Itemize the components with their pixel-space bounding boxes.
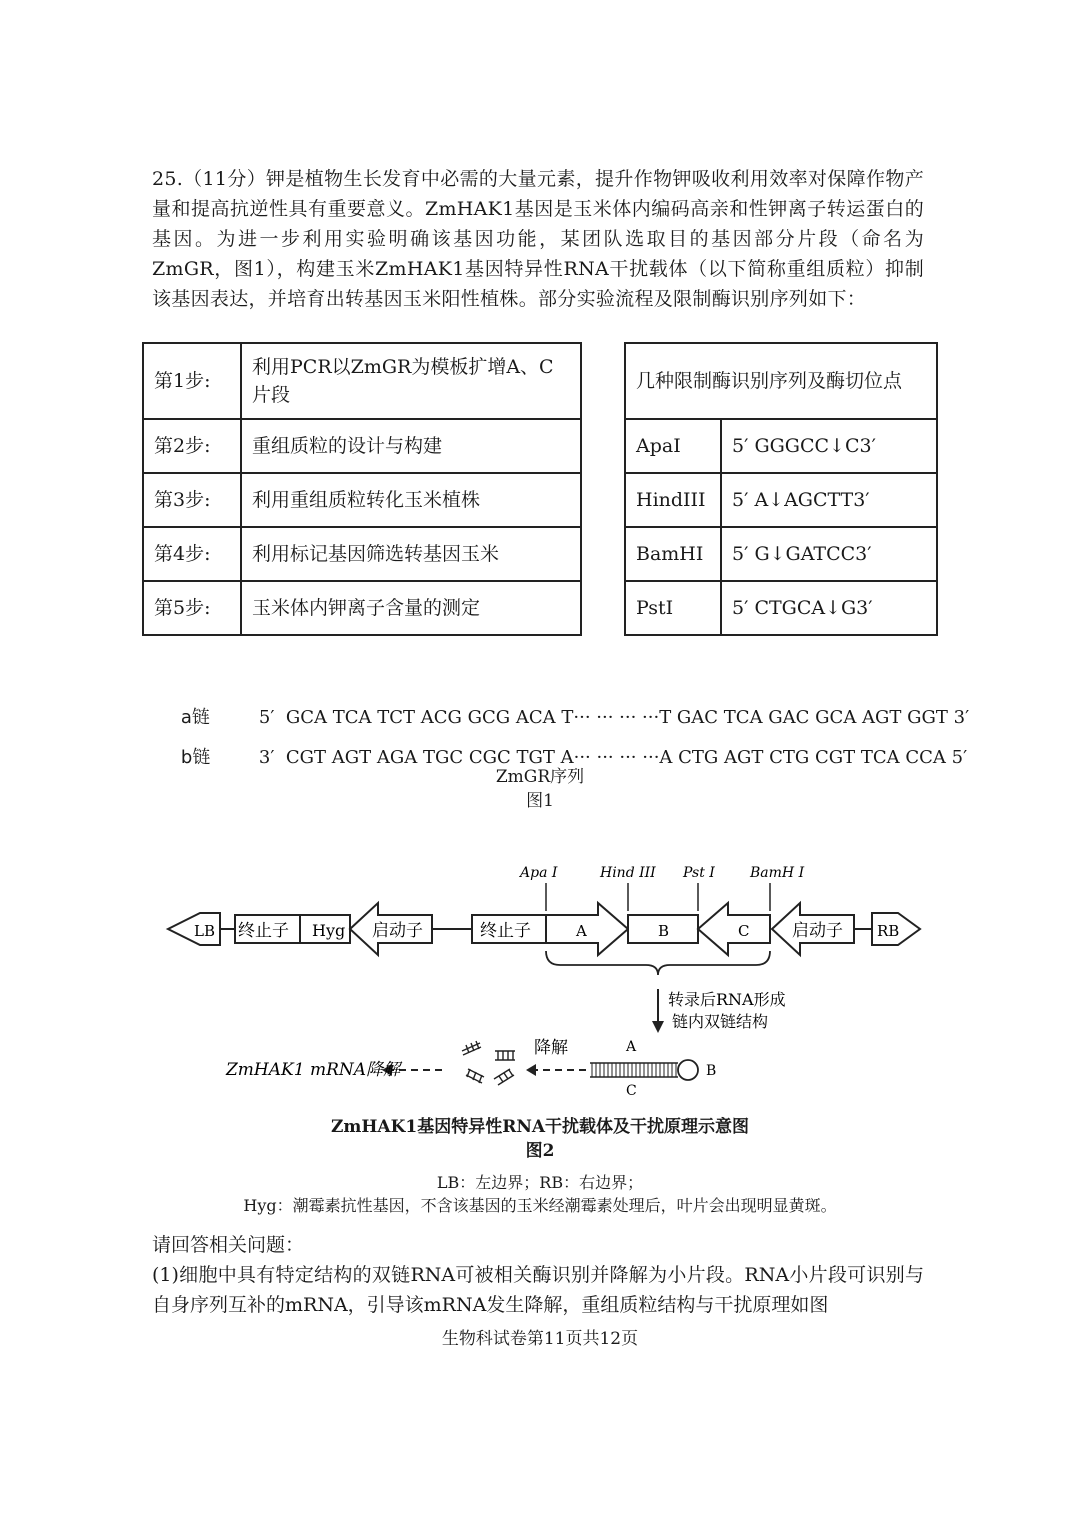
degrade-label: 降解 <box>534 1038 568 1058</box>
enzyme-name: PstI <box>625 581 721 635</box>
notes-line2: Hyg：潮霉素抗性基因，不含该基因的玉米经潮霉素处理后，叶片会出现明显黄斑。 <box>243 1196 837 1215</box>
enzyme-site: 5′ CTGCA↓G3′ <box>721 581 937 635</box>
enzyme-site: 5′ GGGCC↓C3′ <box>721 419 937 473</box>
promoter-left-label: 启动子 <box>372 921 423 941</box>
figure2-caption: ZmHAK1基因特异性RNA干扰载体及干扰原理示意图 <box>330 1117 750 1137</box>
step-text: 利用重组质粒转化玉米植株 <box>241 473 581 527</box>
step-label: 第1步: <box>143 343 241 419</box>
enzyme-label-apai: Apa I <box>520 865 558 881</box>
table-gap <box>581 581 625 635</box>
abc-brace <box>546 951 770 975</box>
figure1-label: 图1 <box>526 791 554 811</box>
steps-enzyme-table <box>142 342 938 636</box>
table-gap <box>581 343 625 419</box>
step-text: 重组质粒的设计与构建 <box>241 419 581 473</box>
fragment-a-label: A <box>576 922 587 940</box>
fragment-c-label: C <box>738 922 750 940</box>
down-arrow-head <box>652 1021 664 1033</box>
enzyme-label-hindiii: Hind III <box>600 865 656 881</box>
table-gap <box>581 419 625 473</box>
hairpin-c-label: C <box>626 1083 637 1099</box>
question-1: (1)细胞中具有特定结构的双链RNA可被相关酶识别并降解为小片段。RNA小片段可识别与自身序列互补的mRNA，引导该mRNA发生降解，重组质粒结构与干扰原理如图 <box>152 1264 924 1316</box>
strand-a-label: a链 <box>180 707 210 728</box>
step-label: 第5步: <box>143 581 241 635</box>
strand-b-sequence: 3′ CGT AGT AGA TGC CGC TGT A··· ··· ··· ···A CTG AGT CTG CGT TCA CCA 5′ <box>258 747 968 768</box>
mrna-degrade-label: ZmHAK1 mRNA降解 <box>226 1060 401 1080</box>
step-label: 第4步: <box>143 527 241 581</box>
enzyme-header: 几种限制酶识别序列及酶切位点 <box>625 343 937 419</box>
enzyme-site: 5′ A↓AGCTT3′ <box>721 473 937 527</box>
answer-prompt: 请回答相关问题： <box>152 1234 305 1256</box>
enzyme-label-bamhi: BamH I <box>750 865 805 881</box>
enzyme-name: BamHI <box>625 527 721 581</box>
rna-hairpin <box>590 1060 698 1080</box>
small-rna-fragments <box>462 1041 515 1085</box>
lb-label: LB <box>194 922 215 940</box>
fragment-b-label: B <box>658 922 670 940</box>
hairpin-b-label: B <box>706 1063 717 1079</box>
step-label: 第3步: <box>143 473 241 527</box>
fragment-c-arrow <box>698 903 770 955</box>
terminator-left-label: 终止子 <box>238 921 289 941</box>
figure2-label: 图2 <box>525 1141 555 1161</box>
step-text: 利用PCR以ZmGR为模板扩增A、C片段 <box>241 343 581 419</box>
strand-b-label: b链 <box>180 747 211 768</box>
enzyme-site: 5′ G↓GATCC3′ <box>721 527 937 581</box>
strand-a-sequence: 5′ GCA TCA TCT ACG GCG ACA T··· ··· ··· ···T GAC TCA GAC GCA AGT GGT 3′ <box>258 707 970 728</box>
arrow-text-2: 链内双链结构 <box>672 1012 769 1031</box>
table-gap <box>581 473 625 527</box>
figure1-caption: ZmGR序列 <box>495 767 585 787</box>
question-intro: 25.（11分）钾是植物生长发育中必需的大量元素，提升作物钾吸收利用效率对保障作物产量和提高抗逆性具有重要意义。ZmHAK1基因是玉米体内编码高亲和性钾离子转运蛋白的基因。为进一步利用实验明确该基因功能，某团队选取目的基因部分片段（命名为ZmGR，图1），构建玉米ZmHAK1基因特异性RNA干扰载体（以下简称重组质粒）抑制该基因表达，并培育出转基因玉米阳性植株。部分实验流程及限制酶识别序列如下： <box>152 168 924 310</box>
step-text: 利用标记基因筛选转基因玉米 <box>241 527 581 581</box>
rb-label: RB <box>877 922 900 940</box>
notes-line1: LB：左边界；RB：右边界； <box>436 1173 644 1192</box>
enzyme-name: ApaI <box>625 419 721 473</box>
table-gap <box>581 527 625 581</box>
terminator-middle-label: 终止子 <box>480 921 531 941</box>
hyg-label: Hyg <box>312 921 346 940</box>
promoter-right-label: 启动子 <box>792 921 843 941</box>
degrade-arrow-head <box>526 1064 536 1076</box>
step-label: 第2步: <box>143 419 241 473</box>
step-text: 玉米体内钾离子含量的测定 <box>241 581 581 635</box>
enzyme-name: HindIII <box>625 473 721 527</box>
fragment-a-arrow <box>546 903 628 955</box>
hairpin-a-label: A <box>626 1039 637 1055</box>
arrow-text-1: 转录后RNA形成 <box>668 990 786 1009</box>
page-footer: 生物科试卷第11页共12页 <box>441 1329 639 1349</box>
figure2-diagram <box>150 855 940 1115</box>
enzyme-label-psti: Pst I <box>683 865 715 881</box>
